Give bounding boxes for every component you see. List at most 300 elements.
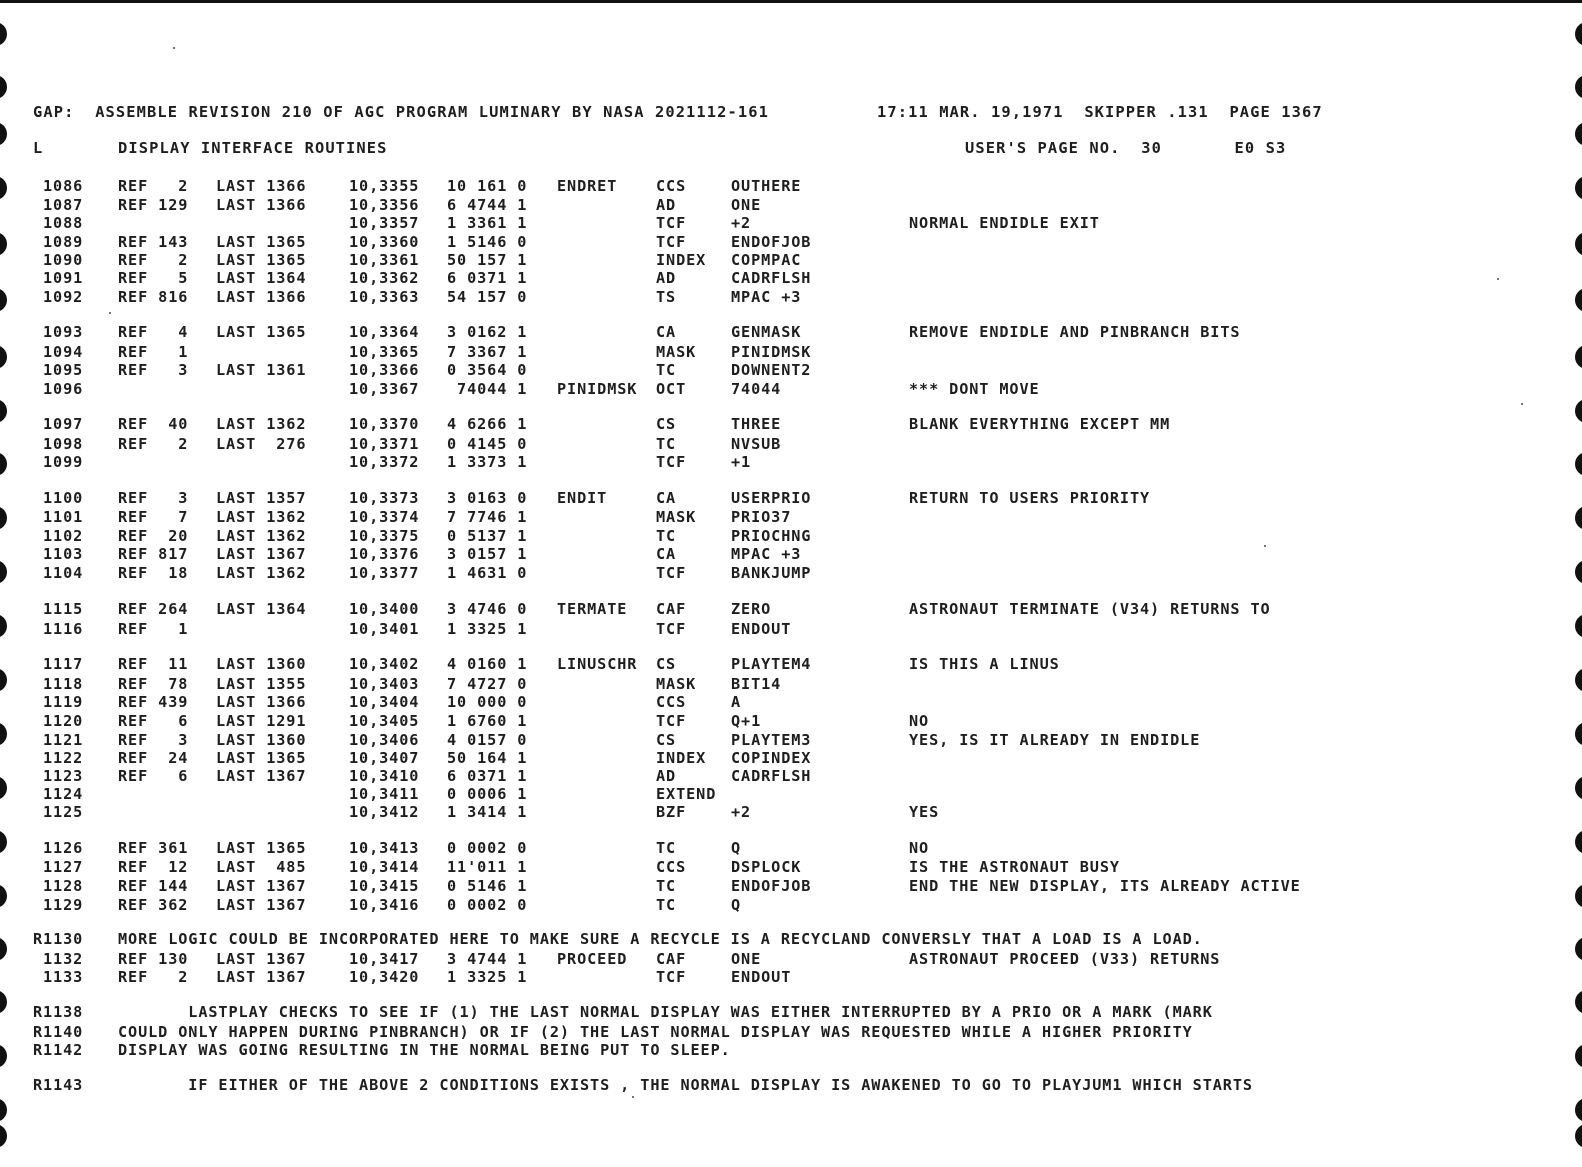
tractor-hole (0, 830, 7, 854)
listing-last: LAST 1367 (216, 968, 307, 986)
listing-comment: RETURN TO USERS PRIORITY (909, 489, 1151, 507)
listing-addr: 10,3363 (349, 288, 420, 306)
tractor-hole (1575, 75, 1582, 99)
listing-code: 74044 1 (447, 380, 528, 398)
listing-label: LINUSCHR (557, 655, 638, 673)
tractor-hole (0, 884, 7, 908)
listing-code: 7 3367 1 (447, 343, 528, 361)
listing-ref: REF 18 (118, 564, 189, 582)
listing-operand: USERPRIO (731, 489, 812, 507)
listing-text: IF EITHER OF THE ABOVE 2 CONDITIONS EXISTS , THE NORMAL DISPLAY IS AWAKENED TO GO TO PLAYJUM1 WHICH STARTS (118, 1076, 1253, 1094)
listing-no: 1117 (43, 655, 84, 673)
listing-last: LAST 276 (216, 435, 307, 453)
listing-operand: Q (731, 896, 742, 914)
listing-code: 0 0002 0 (447, 896, 528, 914)
listing-code: 3 4744 1 (447, 950, 528, 968)
listing-last: LAST 1366 (216, 693, 307, 711)
paper-speck (632, 1096, 634, 1098)
left-tractor-holes (0, 0, 14, 1167)
listing-no: 1088 (43, 214, 84, 232)
listing-ref: REF 40 (118, 415, 189, 433)
listing-last: LAST 1360 (216, 655, 307, 673)
listing-operand: BIT14 (731, 675, 782, 693)
listing-no: 1087 (43, 196, 84, 214)
listing-no: 1098 (43, 435, 84, 453)
listing-last: LAST 485 (216, 858, 307, 876)
tractor-hole (1575, 345, 1582, 369)
listing-last: LAST 1367 (216, 545, 307, 563)
listing-code: 0 0006 1 (447, 785, 528, 803)
listing-code: 7 7746 1 (447, 508, 528, 526)
tractor-hole (0, 506, 7, 530)
listing-no: 1133 (43, 968, 84, 986)
listing-comment: ASTRONAUT PROCEED (V33) RETURNS (909, 950, 1221, 968)
listing-operand: MPAC +3 (731, 288, 802, 306)
listing-addr: 10,3417 (349, 950, 420, 968)
listing-addr: 10,3357 (349, 214, 420, 232)
listing-code: 6 0371 1 (447, 767, 528, 785)
listing-last: LAST 1367 (216, 877, 307, 895)
listing-addr: 10,3405 (349, 712, 420, 730)
listing-operand: DOWNENT2 (731, 361, 812, 379)
listing-comment: NO (909, 712, 930, 730)
tractor-hole (1575, 884, 1582, 908)
listing-no: 1104 (43, 564, 84, 582)
listing-operand: ENDOFJOB (731, 877, 812, 895)
listing-no: 1126 (43, 839, 84, 857)
listing-addr: 10,3402 (349, 655, 420, 673)
listing-text: COULD ONLY HAPPEN DURING PINBRANCH) OR IF (2) THE LAST NORMAL DISPLAY WAS REQUESTED WHILE A HIGHER PRIORITY (118, 1023, 1193, 1041)
listing-addr: 10,3400 (349, 600, 420, 618)
listing-op: TC (656, 839, 677, 857)
listing-code: 4 0160 1 (447, 655, 528, 673)
listing-operand: ENDOUT (731, 968, 792, 986)
listing-operand: NVSUB (731, 435, 782, 453)
listing-ref: REF 2 (118, 435, 189, 453)
listing-addr: 10,3362 (349, 269, 420, 287)
listing-last: LAST 1364 (216, 269, 307, 287)
listing-code: 0 4145 0 (447, 435, 528, 453)
listing-op: TS (656, 288, 677, 306)
listing-no: R1143 (33, 1076, 84, 1094)
listing-last: LAST 1362 (216, 415, 307, 433)
listing-comment: IS THIS A LINUS (909, 655, 1060, 673)
listing-op: TCF (656, 712, 687, 730)
listing-no: 1089 (43, 233, 84, 251)
listing-operand: ZERO (731, 600, 772, 618)
listing-comment: NO (909, 839, 930, 857)
listing-operand: DSPLOCK (731, 858, 802, 876)
listing-addr: 10,3371 (349, 435, 420, 453)
listing-operand: GENMASK (731, 323, 802, 341)
listing-no: 1093 (43, 323, 84, 341)
tractor-hole (1575, 560, 1582, 584)
listing-operand: PRIO37 (731, 508, 792, 526)
listing-addr: 10,3370 (349, 415, 420, 433)
listing-code: 1 3414 1 (447, 803, 528, 821)
listing-op: INDEX (656, 251, 707, 269)
listing-no: 1101 (43, 508, 84, 526)
listing-op: CA (656, 323, 677, 341)
paper-speck (173, 47, 175, 49)
listing-no: 1094 (43, 343, 84, 361)
listing-op: TC (656, 435, 677, 453)
header-date-page: 17:11 MAR. 19,1971 SKIPPER .131 PAGE 1367 (877, 103, 1323, 121)
listing-code: 3 0163 0 (447, 489, 528, 507)
listing-last: LAST 1365 (216, 839, 307, 857)
listing-no: 1121 (43, 731, 84, 749)
listing-no: 1115 (43, 600, 84, 618)
tractor-hole (0, 776, 7, 800)
tractor-hole (0, 22, 7, 46)
listing-operand: +2 (731, 803, 752, 821)
listing-no: 1127 (43, 858, 84, 876)
listing-no: 1120 (43, 712, 84, 730)
listing-label: ENDRET (557, 177, 618, 195)
listing-addr: 10,3407 (349, 749, 420, 767)
listing-code: 6 0371 1 (447, 269, 528, 287)
listing-addr: 10,3356 (349, 196, 420, 214)
listing-op: TC (656, 361, 677, 379)
listing-label: ENDIT (557, 489, 608, 507)
listing-code: 54 157 0 (447, 288, 528, 306)
page-top-rule (0, 0, 1582, 3)
tractor-hole (0, 722, 7, 746)
listing-code: 3 4746 0 (447, 600, 528, 618)
header-assembly-title: GAP: ASSEMBLE REVISION 210 OF AGC PROGRAM LUMINARY BY NASA 2021112-161 (33, 103, 769, 121)
listing-ref: REF 816 (118, 288, 189, 306)
listing-last: LAST 1362 (216, 564, 307, 582)
tractor-hole (0, 122, 7, 146)
listing-op: TC (656, 527, 677, 545)
listing-operand: OUTHERE (731, 177, 802, 195)
tractor-hole (0, 75, 7, 99)
tractor-hole (0, 990, 7, 1014)
listing-operand: PINIDMSK (731, 343, 812, 361)
listing-ref: REF 5 (118, 269, 189, 287)
listing-op: CA (656, 545, 677, 563)
tractor-hole (1575, 288, 1582, 312)
listing-ref: REF 144 (118, 877, 189, 895)
listing-comment: YES, IS IT ALREADY IN ENDIDLE (909, 731, 1201, 749)
listing-op: CAF (656, 950, 687, 968)
listing-addr: 10,3404 (349, 693, 420, 711)
listing-code: 1 3325 1 (447, 968, 528, 986)
listing-addr: 10,3413 (349, 839, 420, 857)
paper-speck (1497, 278, 1499, 280)
listing-text: LASTPLAY CHECKS TO SEE IF (1) THE LAST NORMAL DISPLAY WAS EITHER INTERRUPTED BY A PRIO OR A MARK (MARK (118, 1003, 1213, 1021)
listing-op: OCT (656, 380, 687, 398)
listing-operand: PRIOCHNG (731, 527, 812, 545)
header-listing-flag: L (33, 139, 44, 157)
listing-op: MASK (656, 508, 697, 526)
listing-ref: REF 1 (118, 620, 189, 638)
listing-no: 1096 (43, 380, 84, 398)
listing-no: 1103 (43, 545, 84, 563)
tractor-hole (1575, 937, 1582, 961)
listing-op: TC (656, 877, 677, 895)
tractor-hole (1575, 830, 1582, 854)
listing-comment: REMOVE ENDIDLE AND PINBRANCH BITS (909, 323, 1241, 341)
listing-operand: ONE (731, 950, 762, 968)
listing-last: LAST 1364 (216, 600, 307, 618)
tractor-hole (0, 345, 7, 369)
listing-last: LAST 1361 (216, 361, 307, 379)
listing-operand: Q+1 (731, 712, 762, 730)
listing-op: TC (656, 896, 677, 914)
tractor-hole (0, 614, 7, 638)
listing-op: TCF (656, 233, 687, 251)
listing-addr: 10,3367 (349, 380, 420, 398)
listing-addr: 10,3364 (349, 323, 420, 341)
listing-code: 0 0002 0 (447, 839, 528, 857)
tractor-hole (0, 176, 7, 200)
listing-op: BZF (656, 803, 687, 821)
tractor-hole (0, 937, 7, 961)
listing-addr: 10,3374 (349, 508, 420, 526)
listing-addr: 10,3365 (349, 343, 420, 361)
tractor-hole (0, 288, 7, 312)
listing-ref: REF 2 (118, 177, 189, 195)
listing-comment: ASTRONAUT TERMINATE (V34) RETURNS TO (909, 600, 1271, 618)
listing-op: CCS (656, 858, 687, 876)
listing-addr: 10,3411 (349, 785, 420, 803)
listing-addr: 10,3420 (349, 968, 420, 986)
listing-operand: MPAC +3 (731, 545, 802, 563)
listing-addr: 10,3373 (349, 489, 420, 507)
listing-no: 1118 (43, 675, 84, 693)
listing-operand: +2 (731, 214, 752, 232)
listing-addr: 10,3366 (349, 361, 420, 379)
listing-addr: 10,3355 (349, 177, 420, 195)
tractor-hole (1575, 22, 1582, 46)
listing-ref: REF 362 (118, 896, 189, 914)
listing-operand: CADRFLSH (731, 767, 812, 785)
listing-op: CS (656, 731, 677, 749)
listing-op: AD (656, 269, 677, 287)
tractor-hole (1575, 452, 1582, 476)
listing-no: 1116 (43, 620, 84, 638)
listing-op: CCS (656, 693, 687, 711)
listing-op: INDEX (656, 749, 707, 767)
listing-ref: REF 6 (118, 767, 189, 785)
right-tractor-holes (1568, 0, 1582, 1167)
listing-last: LAST 1366 (216, 196, 307, 214)
tractor-hole (0, 1124, 7, 1148)
listing-operand: 74044 (731, 380, 782, 398)
listing-op: CS (656, 655, 677, 673)
tractor-hole (1575, 506, 1582, 530)
listing-last: LAST 1365 (216, 251, 307, 269)
listing-op: CS (656, 415, 677, 433)
listing-addr: 10,3377 (349, 564, 420, 582)
listing-no: 1123 (43, 767, 84, 785)
listing-op: AD (656, 196, 677, 214)
listing-label: PINIDMSK (557, 380, 638, 398)
listing-no: 1129 (43, 896, 84, 914)
tractor-hole (1575, 1098, 1582, 1122)
listing-no: R1142 (33, 1041, 84, 1059)
listing-code: 7 4727 0 (447, 675, 528, 693)
listing-no: R1140 (33, 1023, 84, 1041)
listing-op: CA (656, 489, 677, 507)
listing-ref: REF 3 (118, 489, 189, 507)
listing-operand: THREE (731, 415, 782, 433)
listing-op: EXTEND (656, 785, 717, 803)
listing-ref: REF 817 (118, 545, 189, 563)
listing-code: 0 5146 1 (447, 877, 528, 895)
listing-no: 1124 (43, 785, 84, 803)
listing-op: TCF (656, 214, 687, 232)
listing-addr: 10,3416 (349, 896, 420, 914)
listing-code: 11'011 1 (447, 858, 528, 876)
tractor-hole (0, 1044, 7, 1068)
listing-addr: 10,3414 (349, 858, 420, 876)
listing-addr: 10,3403 (349, 675, 420, 693)
listing-ref: REF 24 (118, 749, 189, 767)
listing-op: TCF (656, 620, 687, 638)
listing-ref: REF 4 (118, 323, 189, 341)
tractor-hole (0, 232, 7, 256)
tractor-hole (0, 399, 7, 423)
tractor-hole (0, 1098, 7, 1122)
listing-operand: ONE (731, 196, 762, 214)
listing-ref: REF 7 (118, 508, 189, 526)
listing-ref: REF 78 (118, 675, 189, 693)
tractor-hole (1575, 1124, 1582, 1148)
listing-last: LAST 1367 (216, 896, 307, 914)
listing-code: 6 4744 1 (447, 196, 528, 214)
listing-no: 1102 (43, 527, 84, 545)
tractor-hole (0, 560, 7, 584)
listing-last: LAST 1291 (216, 712, 307, 730)
listing-code: 3 0162 1 (447, 323, 528, 341)
listing-op: TCF (656, 453, 687, 471)
tractor-hole (0, 668, 7, 692)
listing-addr: 10,3410 (349, 767, 420, 785)
listing-code: 50 157 1 (447, 251, 528, 269)
listing-no: 1119 (43, 693, 84, 711)
listing-addr: 10,3372 (349, 453, 420, 471)
listing-no: 1100 (43, 489, 84, 507)
listing-ref: REF 11 (118, 655, 189, 673)
listing-op: TCF (656, 968, 687, 986)
listing-no: 1132 (43, 950, 84, 968)
listing-ref: REF 130 (118, 950, 189, 968)
tractor-hole (1575, 176, 1582, 200)
listing-no: 1122 (43, 749, 84, 767)
listing-code: 1 3325 1 (447, 620, 528, 638)
listing-no: 1125 (43, 803, 84, 821)
listing-last: LAST 1357 (216, 489, 307, 507)
listing-comment: IS THE ASTRONAUT BUSY (909, 858, 1120, 876)
listing-last: LAST 1367 (216, 950, 307, 968)
header-users-page: USER'S PAGE NO. 30 E0 S3 (965, 139, 1287, 157)
listing-operand: PLAYTEM3 (731, 731, 812, 749)
listing-no: 1097 (43, 415, 84, 433)
listing-operand: PLAYTEM4 (731, 655, 812, 673)
listing-operand: COPINDEX (731, 749, 812, 767)
listing-ref: REF 439 (118, 693, 189, 711)
listing-code: 50 164 1 (447, 749, 528, 767)
listing-last: LAST 1362 (216, 527, 307, 545)
listing-ref: REF 2 (118, 251, 189, 269)
listing-ref: REF 361 (118, 839, 189, 857)
listing-op: AD (656, 767, 677, 785)
listing-no: 1095 (43, 361, 84, 379)
listing-text: DISPLAY WAS GOING RESULTING IN THE NORMAL BEING PUT TO SLEEP. (118, 1041, 731, 1059)
listing-addr: 10,3360 (349, 233, 420, 251)
listing-ref: REF 12 (118, 858, 189, 876)
tractor-hole (1575, 990, 1582, 1014)
listing-last: LAST 1355 (216, 675, 307, 693)
listing-code: 0 3564 0 (447, 361, 528, 379)
listing-addr: 10,3406 (349, 731, 420, 749)
listing-operand: COPMPAC (731, 251, 802, 269)
listing-addr: 10,3376 (349, 545, 420, 563)
listing-no: 1128 (43, 877, 84, 895)
listing-code: 10 161 0 (447, 177, 528, 195)
listing-op: MASK (656, 675, 697, 693)
listing-operand: A (731, 693, 742, 711)
listing-last: LAST 1367 (216, 767, 307, 785)
listing-code: 4 0157 0 (447, 731, 528, 749)
tractor-hole (1575, 722, 1582, 746)
listing-operand: ENDOUT (731, 620, 792, 638)
listing-code: 3 0157 1 (447, 545, 528, 563)
listing-ref: REF 6 (118, 712, 189, 730)
listing-last: LAST 1360 (216, 731, 307, 749)
listing-comment: END THE NEW DISPLAY, ITS ALREADY ACTIVE (909, 877, 1301, 895)
listing-no: 1090 (43, 251, 84, 269)
listing-addr: 10,3401 (349, 620, 420, 638)
listing-ref: REF 2 (118, 968, 189, 986)
listing-ref: REF 1 (118, 343, 189, 361)
listing-operand: +1 (731, 453, 752, 471)
listing-no: 1091 (43, 269, 84, 287)
listing-label: PROCEED (557, 950, 628, 968)
listing-op: TCF (656, 564, 687, 582)
tractor-hole (0, 452, 7, 476)
tractor-hole (1575, 399, 1582, 423)
listing-ref: REF 264 (118, 600, 189, 618)
listing-code: 0 5137 1 (447, 527, 528, 545)
tractor-hole (1575, 1044, 1582, 1068)
listing-op: CAF (656, 600, 687, 618)
listing-op: MASK (656, 343, 697, 361)
listing-last: LAST 1365 (216, 323, 307, 341)
listing-last: LAST 1365 (216, 233, 307, 251)
listing-comment: BLANK EVERYTHING EXCEPT MM (909, 415, 1171, 433)
listing-no: 1092 (43, 288, 84, 306)
listing-addr: 10,3412 (349, 803, 420, 821)
listing-code: 1 3361 1 (447, 214, 528, 232)
listing-comment: NORMAL ENDIDLE EXIT (909, 214, 1100, 232)
listing-comment: *** DONT MOVE (909, 380, 1040, 398)
listing-code: 4 6266 1 (447, 415, 528, 433)
listing-ref: REF 129 (118, 196, 189, 214)
listing-last: LAST 1365 (216, 749, 307, 767)
listing-ref: REF 143 (118, 233, 189, 251)
paper-speck (1521, 403, 1523, 405)
listing-no: R1130 (33, 930, 84, 948)
listing-no: 1086 (43, 177, 84, 195)
tractor-hole (1575, 776, 1582, 800)
paper-speck (1264, 545, 1266, 547)
listing-addr: 10,3375 (349, 527, 420, 545)
listing-operand: Q (731, 839, 742, 857)
tractor-hole (1575, 122, 1582, 146)
